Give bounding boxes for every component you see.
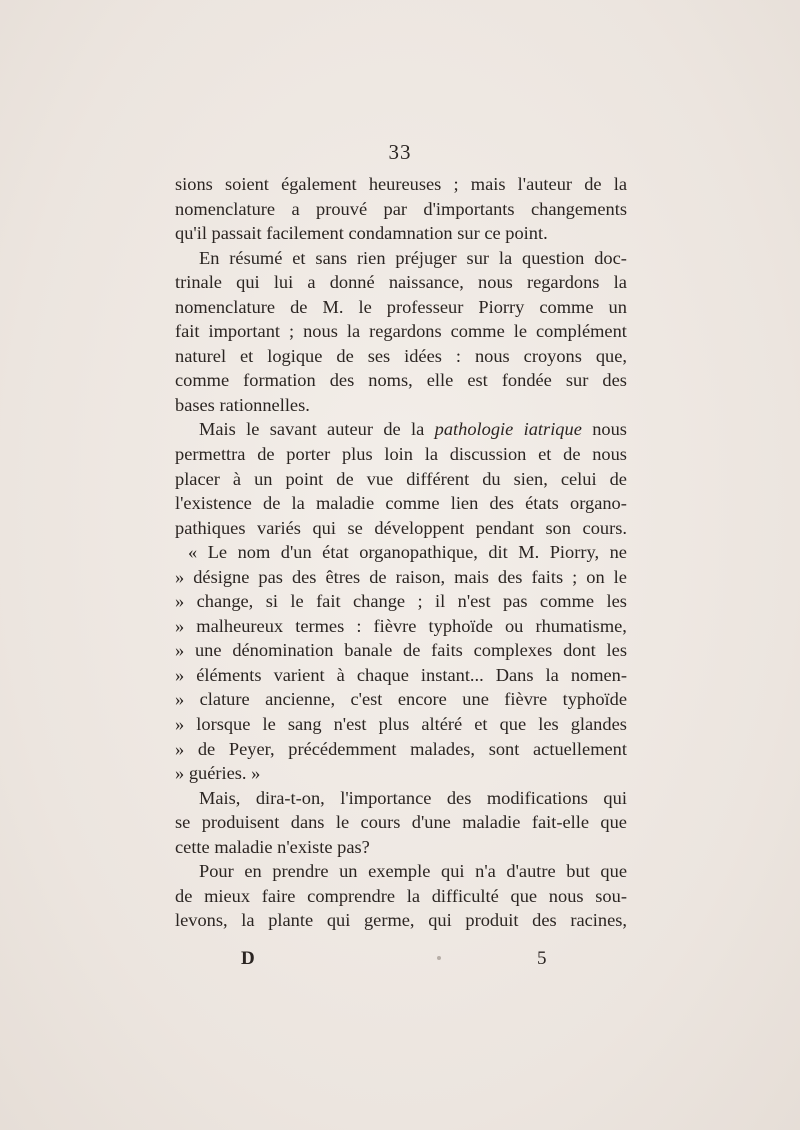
text-line: permettra de porter plus loin la discussion et de nous bbox=[175, 444, 627, 465]
body-text bbox=[175, 172, 627, 933]
signature-mark: D bbox=[241, 948, 255, 969]
text-line: En résumé et sans rien préjuger sur la question doc- bbox=[199, 247, 627, 268]
text-line: qu'il passait facilement condamnation sur ce point. bbox=[175, 223, 548, 244]
text-line: Pour en prendre un exemple qui n'a d'autre but que bbox=[199, 861, 627, 882]
page-number: 33 bbox=[388, 140, 412, 164]
text-line: levons, la plante qui germe, qui produit des racines, bbox=[175, 910, 627, 931]
text-line: « Le nom d'un état organopathique, dit M. Piorry, ne bbox=[188, 542, 627, 563]
text-line: placer à un point de vue différent du sien, celui de bbox=[175, 468, 627, 489]
text-line: » une dénomination banale de faits complexes dont les bbox=[175, 640, 627, 661]
text-line: » de Peyer, précédemment malades, sont actuellement bbox=[175, 738, 627, 759]
text-line: » clature ancienne, c'est encore une fièvre typhoïde bbox=[175, 689, 627, 710]
text-line: l'existence de la maladie comme lien des états organo- bbox=[175, 493, 627, 514]
text-line: Mais le savant auteur de la pathologie iatrique nous bbox=[199, 419, 627, 440]
text-line: sions soient également heureuses ; mais l'auteur de la bbox=[175, 174, 627, 194]
text-line: cette maladie n'existe pas? bbox=[175, 836, 370, 857]
text-line: bases rationnelles. bbox=[175, 394, 310, 415]
text-line: se produisent dans le cours d'une maladie fait-elle que bbox=[175, 812, 627, 833]
text-line: » guéries. » bbox=[175, 763, 261, 784]
paper-speck bbox=[437, 956, 441, 960]
text-line: comme formation des noms, elle est fondée sur des bbox=[175, 370, 627, 391]
text-line: » change, si le fait change ; il n'est pas comme les bbox=[175, 591, 627, 612]
text-line: nomenclature a prouvé par d'importants changements bbox=[175, 198, 627, 219]
text-line: » lorsque le sang n'est plus altéré et que les glandes bbox=[175, 714, 627, 735]
text-line: fait important ; nous la regardons comme le complément bbox=[175, 321, 627, 342]
text-line: Mais, dira-t-on, l'importance des modifications qui bbox=[199, 787, 627, 808]
text-line: nomenclature de M. le professeur Piorry comme un bbox=[175, 296, 627, 317]
text-line: naturel et logique de ses idées : nous croyons que, bbox=[175, 345, 627, 366]
text-line: de mieux faire comprendre la difficulté que nous sou- bbox=[175, 885, 627, 906]
text-line: » désigne pas des êtres de raison, mais des faits ; on le bbox=[175, 566, 627, 587]
text-line: trinale qui lui a donné naissance, nous regardons la bbox=[175, 272, 627, 293]
folio-number: 5 bbox=[537, 948, 547, 969]
text-line: » malheureux termes : fièvre typhoïde ou rhumatisme, bbox=[175, 615, 627, 636]
text-line: » éléments varient à chaque instant... Dans la nomen- bbox=[175, 664, 627, 685]
text-line: pathiques variés qui se développent pendant son cours. bbox=[175, 517, 627, 538]
